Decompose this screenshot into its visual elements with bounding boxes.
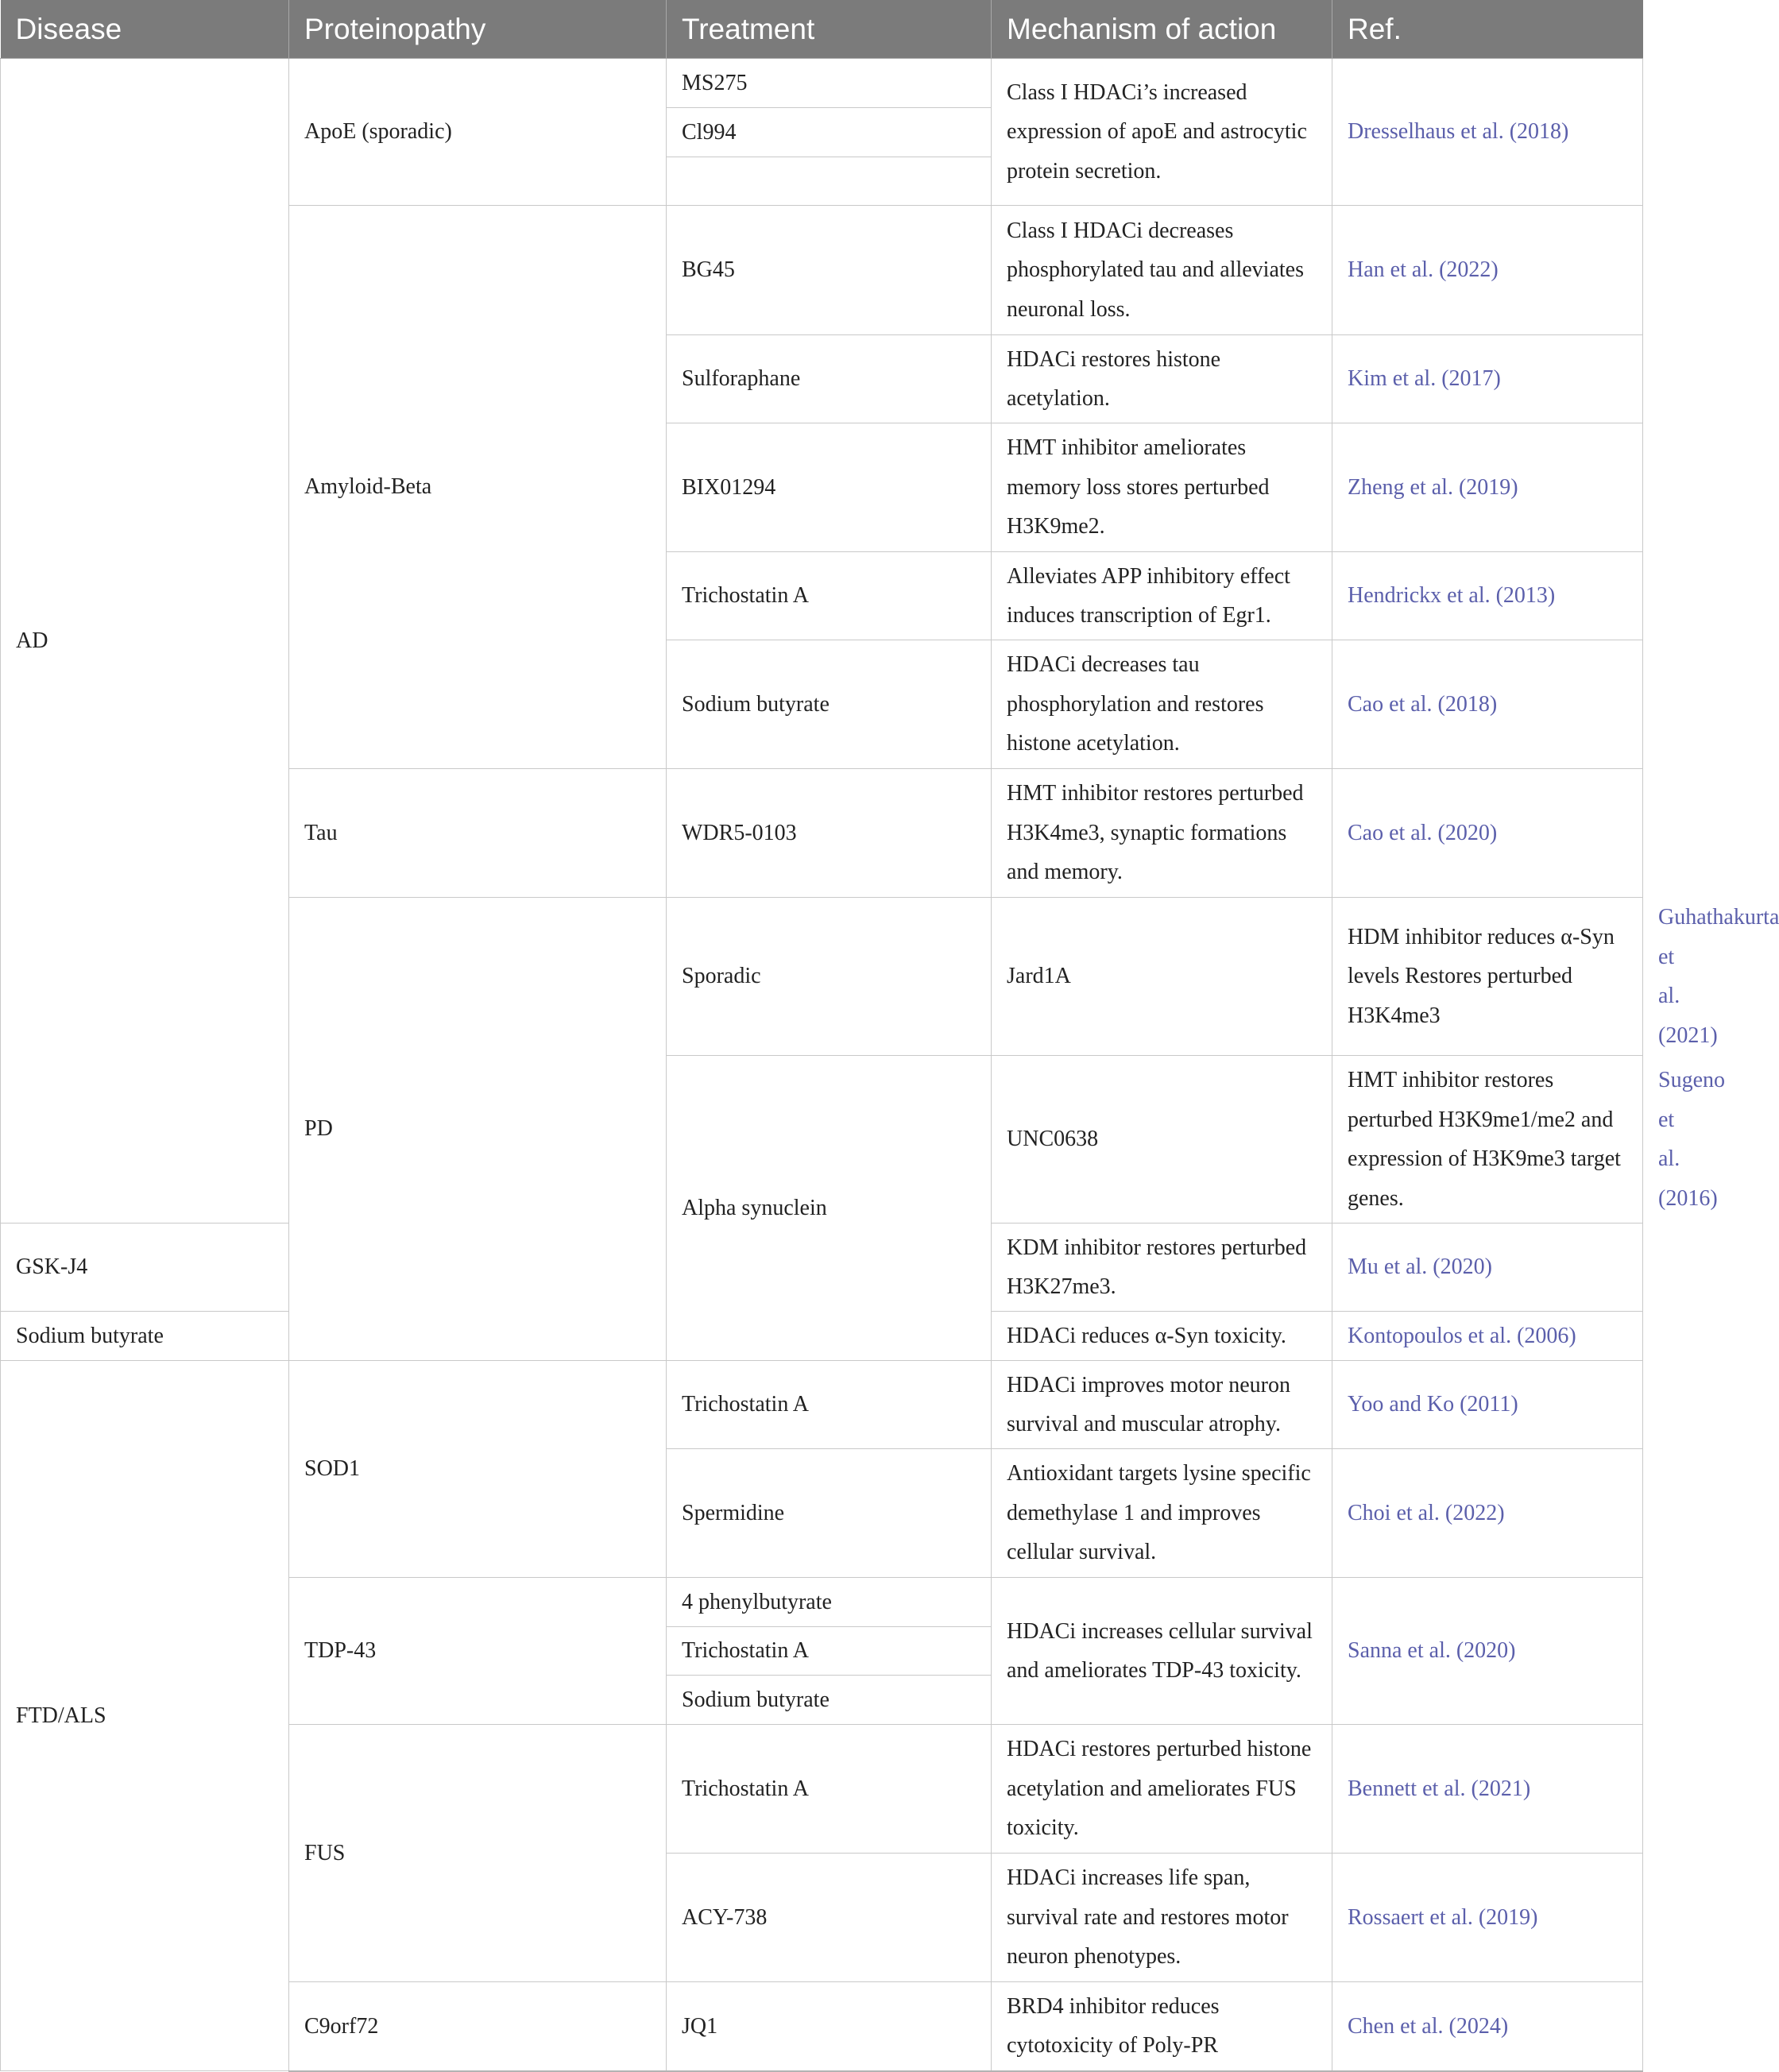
reference-link[interactable]: Cao et al. (2020) [1332,769,1643,898]
table-row [1,1361,1643,1449]
treatment-cell: Sodium butyrate [667,1676,992,1725]
proteinopathy-cell: TDP-43 [289,1578,667,1725]
treatment-cell: Sulforaphane [667,335,992,423]
mechanism-cell: Alleviates APP inhibitory effect induces transcription of Egr1. [992,552,1332,640]
reference-link[interactable]: Yoo and Ko (2011) [1332,1361,1643,1449]
reference-link[interactable]: Hendrickx et al. (2013) [1332,552,1643,640]
proteinopathy-cell: Sporadic [667,898,992,1056]
proteinopathy-cell: Tau [289,769,667,898]
mechanism-cell: HDACi decreases tau phosphorylation and restores histone acetylation. [992,640,1332,769]
reference-link[interactable]: Choi et al. (2022) [1332,1449,1643,1578]
reference-link[interactable]: Kontopoulos et al. (2006) [1332,1312,1643,1361]
mechanism-cell: HDACi increases life span, survival rate and restores motor neuron phenotypes. [992,1854,1332,1982]
mechanism-cell: Class I HDACi decreases phosphorylated tau and alleviates neuronal loss. [992,206,1332,335]
treatment-cell: Sodium butyrate [1,1312,289,1361]
reference-link[interactable]: Han et al. (2022) [1332,206,1643,335]
mechanism-cell: KDM inhibitor restores perturbed H3K27me3. [992,1223,1332,1312]
mechanism-cell: HDM inhibitor reduces α-Syn levels Restores perturbed H3K4me3 [1332,898,1643,1056]
reference-link[interactable]: Zheng et al. (2019) [1332,423,1643,552]
disease-cell-ad: AD [1,59,289,1223]
header-mechanism: Mechanism of action [992,0,1332,59]
reference-link[interactable]: Cao et al. (2018) [1332,640,1643,769]
mechanism-cell: HMT inhibitor restores perturbed H3K9me1/me2 and expression of H3K9me3 target genes. [1332,1056,1643,1223]
treatment-cell: JQ1 [667,1982,992,2071]
treatment-cell: UNC0638 [992,1056,1332,1223]
mechanism-cell: Class I HDACi’s increased expression of apoE and astrocytic protein secretion. [992,59,1332,206]
reference-link[interactable]: Sanna et al. (2020) [1332,1578,1643,1725]
treatment-cell: Sodium butyrate [667,640,992,769]
proteinopathy-cell: Amyloid-Beta [289,206,667,769]
mechanism-cell: HDACi reduces α-Syn toxicity. [992,1312,1332,1361]
header-ref: Ref. [1332,0,1643,59]
treatment-cell: Trichostatin A [667,1361,992,1449]
treatment-cell: Cl994 [667,108,992,157]
reference-link[interactable]: Rossaert et al. (2019) [1332,1854,1643,1982]
treatment-cell: BIX01294 [667,423,992,552]
table-row: PD Sporadic Jard1A HDM inhibitor reduces α-Syn levels Restores perturbed H3K4me3 Guhathakurta et al. (2021) [1,898,1643,1056]
treatment-cell [667,157,992,206]
reference-link[interactable]: Bennett et al. (2021) [1332,1725,1643,1854]
treatment-cell: Trichostatin A [667,1725,992,1854]
treatment-cell: Jard1A [992,898,1332,1056]
disease-cell-ftd-als: FTD/ALS [1,1361,289,2071]
treatment-cell: Spermidine [667,1449,992,1578]
treatment-cell: Trichostatin A [667,1627,992,1676]
treatment-cell: Trichostatin A [667,552,992,640]
proteinopathy-cell: ApoE (sporadic) [289,59,667,206]
mechanism-cell: HMT inhibitor restores perturbed H3K4me3, synaptic formations and memory. [992,769,1332,898]
table-row: Alpha synuclein UNC0638 HMT inhibitor restores perturbed H3K9me1/me2 and expression of H3K9me3 target genes. Sugeno et al. (2016) [1,1056,1643,1223]
reference-link[interactable]: Kim et al. (2017) [1332,335,1643,423]
header-treatment: Treatment [667,0,992,59]
reference-link[interactable]: Dresselhaus et al. (2018) [1332,59,1643,206]
treatment-cell: ACY-738 [667,1854,992,1982]
mechanism-cell: HDACi improves motor neuron survival and muscular atrophy. [992,1361,1332,1449]
mechanism-cell: HDACi restores perturbed histone acetylation and ameliorates FUS toxicity. [992,1725,1332,1854]
treatment-cell: MS275 [667,59,992,108]
proteinopathy-cell: SOD1 [289,1361,667,1578]
proteinopathy-cell: FUS [289,1725,667,1982]
header-proteinopathy: Proteinopathy [289,0,667,59]
disease-cell-pd: PD [289,898,667,1361]
header-row [1,0,1643,59]
treatment-cell: 4 phenylbutyrate [667,1578,992,1627]
mechanism-cell: Antioxidant targets lysine specific demethylase 1 and improves cellular survival. [992,1449,1332,1578]
treatment-cell: WDR5-0103 [667,769,992,898]
table-row [1,59,1643,108]
proteinopathy-cell: Alpha synuclein [667,1056,992,1361]
treatment-cell: GSK-J4 [1,1223,289,1312]
mechanism-cell: HDACi increases cellular survival and ameliorates TDP-43 toxicity. [992,1578,1332,1725]
mechanism-cell: HDACi restores histone acetylation. [992,335,1332,423]
mechanism-cell: BRD4 inhibitor reduces cytotoxicity of Poly-PR [992,1982,1332,2071]
header-disease: Disease [1,0,289,59]
reference-link[interactable]: Mu et al. (2020) [1332,1223,1643,1312]
reference-link[interactable]: Chen et al. (2024) [1332,1982,1643,2071]
treatment-cell: BG45 [667,206,992,335]
mechanism-cell: HMT inhibitor ameliorates memory loss stores perturbed H3K9me2. [992,423,1332,552]
proteinopathy-cell: C9orf72 [289,1982,667,2071]
